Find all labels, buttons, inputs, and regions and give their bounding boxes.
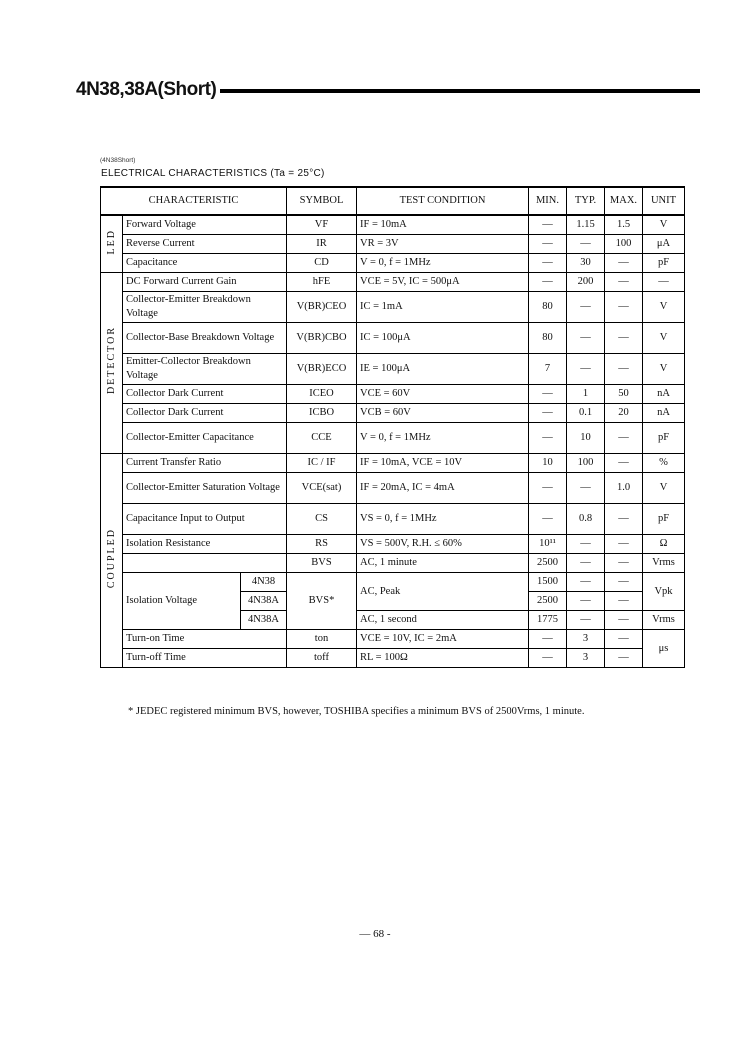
cell-condition: VCE = 10V, IC = 2mA — [357, 630, 529, 649]
cell-characteristic — [123, 554, 287, 573]
small-note: (4N38Short) — [100, 157, 136, 164]
cell-condition: IE = 100μA — [357, 354, 529, 385]
cell-max: — — [605, 292, 643, 323]
table-row — [101, 535, 685, 554]
cell-symbol: toff — [287, 649, 357, 668]
cell-typ: — — [567, 354, 605, 385]
cell-max: — — [605, 592, 643, 611]
col-header: UNIT — [643, 187, 685, 215]
cell-min: — — [529, 649, 567, 668]
cell-max: — — [605, 454, 643, 473]
cell-characteristic: DC Forward Current Gain — [123, 273, 287, 292]
cell-typ: 0.8 — [567, 504, 605, 535]
cell-characteristic: Emitter-Collector Breakdown Voltage — [123, 354, 287, 385]
cell-condition: VCE = 5V, IC = 500μA — [357, 273, 529, 292]
cell-typ: — — [567, 235, 605, 254]
cell-condition: RL = 100Ω — [357, 649, 529, 668]
cell-characteristic: Isolation Voltage — [123, 573, 241, 630]
col-header: MAX. — [605, 187, 643, 215]
table-row — [101, 554, 685, 573]
cell-typ: 3 — [567, 630, 605, 649]
group-label-led: LED — [101, 215, 123, 273]
cell-min: 1775 — [529, 611, 567, 630]
table-row — [101, 254, 685, 273]
cell-unit: — — [643, 273, 685, 292]
cell-condition: IF = 10mA, VCE = 10V — [357, 454, 529, 473]
cell-condition: IC = 1mA — [357, 292, 529, 323]
cell-min: 10¹¹ — [529, 535, 567, 554]
table-row — [101, 354, 685, 385]
cell-min: — — [529, 254, 567, 273]
cell-typ: — — [567, 611, 605, 630]
cell-min: 10 — [529, 454, 567, 473]
table-row — [101, 630, 685, 649]
cell-unit: pF — [643, 423, 685, 454]
cell-part-number: 4N38 — [241, 573, 287, 592]
cell-typ: 0.1 — [567, 404, 605, 423]
cell-symbol: CCE — [287, 423, 357, 454]
cell-symbol: VCE(sat) — [287, 473, 357, 504]
col-header: CHARACTERISTIC — [101, 187, 287, 215]
cell-unit: % — [643, 454, 685, 473]
cell-characteristic: Collector-Emitter Breakdown Voltage — [123, 292, 287, 323]
cell-characteristic: Turn-on Time — [123, 630, 287, 649]
cell-max: — — [605, 423, 643, 454]
cell-max: — — [605, 323, 643, 354]
table-row — [101, 573, 685, 592]
cell-typ: 10 — [567, 423, 605, 454]
cell-characteristic: Collector-Emitter Capacitance — [123, 423, 287, 454]
col-header: TYP. — [567, 187, 605, 215]
cell-typ: — — [567, 292, 605, 323]
table-row — [101, 215, 685, 235]
cell-max: 50 — [605, 385, 643, 404]
cell-condition: VS = 0, f = 1MHz — [357, 504, 529, 535]
cell-min: — — [529, 404, 567, 423]
cell-typ: 30 — [567, 254, 605, 273]
cell-unit: μA — [643, 235, 685, 254]
cell-min: — — [529, 423, 567, 454]
cell-unit: pF — [643, 504, 685, 535]
cell-characteristic: Collector-Emitter Saturation Voltage — [123, 473, 287, 504]
cell-symbol: ICBO — [287, 404, 357, 423]
cell-min: — — [529, 473, 567, 504]
cell-condition: IF = 20mA, IC = 4mA — [357, 473, 529, 504]
cell-typ: — — [567, 592, 605, 611]
cell-symbol: hFE — [287, 273, 357, 292]
cell-max: — — [605, 554, 643, 573]
cell-characteristic: Reverse Current — [123, 235, 287, 254]
cell-unit: V — [643, 323, 685, 354]
col-header: TEST CONDITION — [357, 187, 529, 215]
table-row — [101, 649, 685, 668]
cell-typ: 1.15 — [567, 215, 605, 235]
cell-min: — — [529, 385, 567, 404]
cell-typ: 100 — [567, 454, 605, 473]
cell-max: — — [605, 573, 643, 592]
cell-max: 1.0 — [605, 473, 643, 504]
cell-symbol: IC / IF — [287, 454, 357, 473]
table-row — [101, 404, 685, 423]
table-row — [101, 504, 685, 535]
cell-unit: nA — [643, 385, 685, 404]
cell-max: 20 — [605, 404, 643, 423]
cell-typ: — — [567, 554, 605, 573]
cell-max: — — [605, 254, 643, 273]
cell-max: — — [605, 354, 643, 385]
cell-condition: IC = 100μA — [357, 323, 529, 354]
cell-symbol: BVS — [287, 554, 357, 573]
table-row — [101, 323, 685, 354]
cell-part-number: 4N38A — [241, 611, 287, 630]
cell-unit: Vpk — [643, 573, 685, 611]
cell-characteristic: Collector-Base Breakdown Voltage — [123, 323, 287, 354]
cell-condition: V = 0, f = 1MHz — [357, 254, 529, 273]
cell-condition: AC, 1 minute — [357, 554, 529, 573]
cell-characteristic: Isolation Resistance — [123, 535, 287, 554]
page-title: 4N38,38A(Short) — [76, 79, 217, 100]
cell-condition: VCE = 60V — [357, 385, 529, 404]
cell-max: — — [605, 535, 643, 554]
cell-symbol: IR — [287, 235, 357, 254]
cell-min: — — [529, 504, 567, 535]
cell-symbol: RS — [287, 535, 357, 554]
cell-symbol: V(BR)CEO — [287, 292, 357, 323]
table-row — [101, 292, 685, 323]
cell-unit: Vrms — [643, 554, 685, 573]
cell-max: — — [605, 611, 643, 630]
cell-max: 100 — [605, 235, 643, 254]
cell-condition: IF = 10mA — [357, 215, 529, 235]
cell-min: — — [529, 273, 567, 292]
cell-characteristic: Collector Dark Current — [123, 385, 287, 404]
table-row — [101, 423, 685, 454]
table-header-row — [101, 187, 685, 215]
cell-characteristic: Current Transfer Ratio — [123, 454, 287, 473]
cell-min: — — [529, 630, 567, 649]
footnote: * JEDEC registered minimum BVS, however, TOSHIBA specifies a minimum BVS of 2500Vrms, 1 minute. — [128, 706, 585, 717]
cell-min: 1500 — [529, 573, 567, 592]
cell-min: 80 — [529, 292, 567, 323]
cell-condition: V = 0, f = 1MHz — [357, 423, 529, 454]
cell-typ: 200 — [567, 273, 605, 292]
cell-typ: — — [567, 473, 605, 504]
section-heading: ELECTRICAL CHARACTERISTICS (Ta = 25°C) — [101, 168, 325, 179]
table-row — [101, 473, 685, 504]
cell-unit: pF — [643, 254, 685, 273]
col-header: MIN. — [529, 187, 567, 215]
page-number: — 68 - — [359, 928, 391, 940]
cell-symbol: BVS* — [287, 573, 357, 630]
cell-max: 1.5 — [605, 215, 643, 235]
title-row — [76, 78, 700, 102]
electrical-characteristics-table — [100, 186, 685, 668]
cell-characteristic: Capacitance — [123, 254, 287, 273]
cell-symbol: V(BR)CBO — [287, 323, 357, 354]
cell-symbol: ICEO — [287, 385, 357, 404]
cell-characteristic: Collector Dark Current — [123, 404, 287, 423]
cell-unit: Vrms — [643, 611, 685, 630]
cell-characteristic: Capacitance Input to Output — [123, 504, 287, 535]
cell-min: 2500 — [529, 592, 567, 611]
cell-symbol: ton — [287, 630, 357, 649]
cell-min: — — [529, 235, 567, 254]
cell-max: — — [605, 630, 643, 649]
cell-min: 80 — [529, 323, 567, 354]
cell-unit: V — [643, 215, 685, 235]
cell-condition: VCB = 60V — [357, 404, 529, 423]
cell-condition: VS = 500V, R.H. ≤ 60% — [357, 535, 529, 554]
cell-symbol: CS — [287, 504, 357, 535]
cell-typ: — — [567, 573, 605, 592]
cell-condition: AC, Peak — [357, 573, 529, 611]
cell-typ: — — [567, 535, 605, 554]
cell-symbol: CD — [287, 254, 357, 273]
cell-max: — — [605, 504, 643, 535]
cell-condition: VR = 3V — [357, 235, 529, 254]
cell-part-number: 4N38A — [241, 592, 287, 611]
cell-symbol: VF — [287, 215, 357, 235]
group-label-coupled: COUPLED — [101, 454, 123, 668]
table-row — [101, 454, 685, 473]
cell-characteristic: Turn-off Time — [123, 649, 287, 668]
cell-min: 7 — [529, 354, 567, 385]
cell-unit: V — [643, 354, 685, 385]
cell-unit: nA — [643, 404, 685, 423]
cell-typ: 1 — [567, 385, 605, 404]
cell-max: — — [605, 273, 643, 292]
cell-typ: 3 — [567, 649, 605, 668]
table-row — [101, 235, 685, 254]
cell-typ: — — [567, 323, 605, 354]
cell-min: 2500 — [529, 554, 567, 573]
cell-unit: μs — [643, 630, 685, 668]
cell-min: — — [529, 215, 567, 235]
cell-max: — — [605, 649, 643, 668]
cell-unit: Ω — [643, 535, 685, 554]
group-label-detector: DETECTOR — [101, 273, 123, 454]
cell-characteristic: Forward Voltage — [123, 215, 287, 235]
title-rule — [220, 89, 700, 93]
table-row — [101, 273, 685, 292]
cell-unit: V — [643, 473, 685, 504]
table-row — [101, 385, 685, 404]
cell-unit: V — [643, 292, 685, 323]
cell-condition: AC, 1 second — [357, 611, 529, 630]
col-header: SYMBOL — [287, 187, 357, 215]
cell-symbol: V(BR)ECO — [287, 354, 357, 385]
